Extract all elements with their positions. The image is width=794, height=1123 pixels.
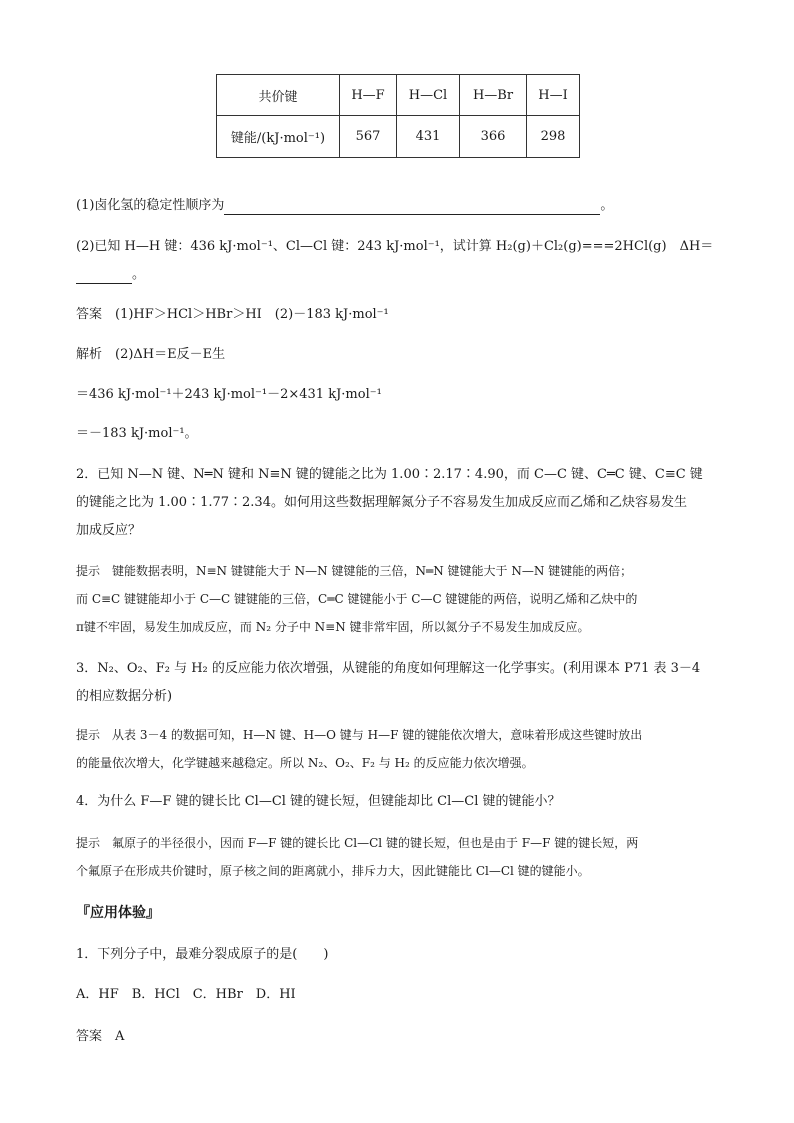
problem-3-line-2: 的相应数据分析): [76, 689, 173, 704]
answer-line: 答案 (1)HF＞HCl＞HBr＞HI (2)－183 kJ·mol⁻¹: [76, 307, 389, 322]
analysis-line-2: ＝436 kJ·mol⁻¹＋243 kJ·mol⁻¹－2×431 kJ·mol⁻¹: [76, 387, 382, 402]
table-cell: 567: [340, 116, 397, 158]
hint-2-line-2: 而 C≡C 键键能却小于 C—C 键键能的三倍，C═C 键键能小于 C—C 键键能的两倍，说明乙烯和乙炔中的: [76, 592, 638, 606]
answer-blank: [224, 214, 600, 215]
problem-3-line-1: 3．N₂、O₂、F₂ 与 H₂ 的反应能力依次增强，从键能的角度如何理解这一化学事实。(利用课本 P71 表 3－4: [76, 661, 701, 676]
table-header-cell: H—Cl: [397, 75, 460, 116]
hint-3-line-2: 的能量依次增大，化学键越来越稳定。所以 N₂、O₂、F₂ 与 H₂ 的反应能力依次增强。: [76, 756, 534, 770]
table-header-cell: H—F: [340, 75, 397, 116]
exercise-1-question: 1．下列分子中，最难分裂成原子的是( ): [76, 947, 329, 962]
analysis-line-3: ＝－183 kJ·mol⁻¹。: [76, 426, 198, 441]
hint-2-line-1: 提示 键能数据表明，N≡N 键键能大于 N—N 键键能的三倍，N═N 键键能大于 N—N 键键能的两倍；: [76, 564, 633, 578]
exercise-1-answer: 答案 A: [76, 1029, 125, 1044]
problem-4-line-1: 4．为什么 F—F 键的键长比 Cl—Cl 键的键长短，但键能却比 Cl—Cl 键的键能小？: [76, 794, 561, 809]
table-header-cell: 共价键: [217, 75, 340, 116]
exercise-1-options: A．HF B．HCl C．HBr D．HI: [76, 987, 296, 1002]
section-heading: 『应用体验』: [76, 905, 160, 921]
question-2-line-2: 。: [76, 266, 145, 284]
question-2-line-1: (2)已知 H—H 键：436 kJ·mol⁻¹、Cl—Cl 键：243 kJ·mol⁻¹，试计算 H₂(g)＋Cl₂(g)===2HCl(g) ΔH＝: [76, 239, 714, 254]
hint-3-line-1: 提示 从表 3－4 的数据可知，H—N 键、H—O 键与 H—F 键的键能依次增大，意味着形成这些键时放出: [76, 728, 643, 742]
hint-4-line-1: 提示 氟原子的半径很小，因而 F—F 键的键长比 Cl—Cl 键的键长短，但也是由于 F—F 键的键长短，两: [76, 836, 639, 850]
table-row: [217, 116, 580, 158]
answer-blank: [76, 283, 132, 284]
table-cell: 298: [527, 116, 580, 158]
analysis-line-1: 解析 (2)ΔH＝E反－E生: [76, 347, 226, 362]
problem-2-line-1: 2．已知 N—N 键、N═N 键和 N≡N 键的键能之比为 1.00∶2.17∶4.90，而 C—C 键、C═C 键、C≡C 键: [76, 467, 703, 482]
table-header-row: [217, 75, 580, 116]
table-row-label: 键能/(kJ·mol⁻¹): [217, 116, 340, 158]
question-1: (1)卤化氢的稳定性顺序为 。: [76, 198, 614, 213]
problem-2-line-2: 的键能之比为 1.00∶1.77∶2.34。如何用这些数据理解氮分子不容易发生加成反应而乙烯和乙炔容易发生: [76, 495, 687, 510]
table-header-cell: H—I: [527, 75, 580, 116]
table-cell: 431: [397, 116, 460, 158]
table-cell: 366: [460, 116, 527, 158]
bond-energy-table: [216, 74, 580, 158]
table-header-cell: H—Br: [460, 75, 527, 116]
hint-2-line-3: π键不牢固，易发生加成反应，而 N₂ 分子中 N≡N 键非常牢固，所以氮分子不易发生加成反应。: [76, 620, 590, 634]
hint-4-line-2: 个氟原子在形成共价键时，原子核之间的距离就小，排斥力大，因此键能比 Cl—Cl 键的键能小。: [76, 864, 590, 878]
problem-2-line-3: 加成反应？: [76, 523, 142, 538]
